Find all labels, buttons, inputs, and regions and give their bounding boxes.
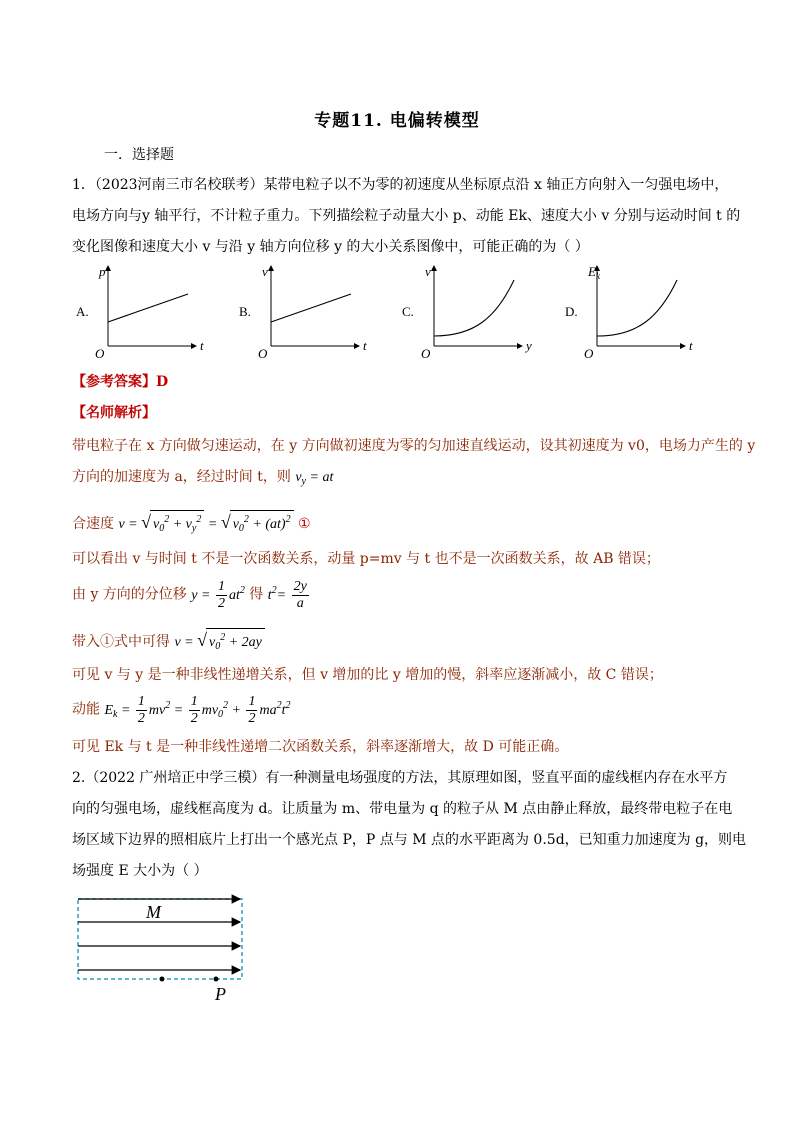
y-axis-label: $E_k$	[588, 264, 600, 281]
analysis-line5-mid: 得	[249, 586, 264, 603]
page-title: 专题11. 电偏转模型	[314, 111, 480, 131]
q1-line3: 变化图像和速度大小 v 与沿 y 轴方向位移 y 的大小关系图像中，可能正确的为（ ）	[72, 239, 589, 255]
option-graph-1	[239, 264, 367, 361]
option-graph-2	[402, 264, 532, 361]
q2-line1: 2.（2022 广州培正中学三模）有一种测量电场强度的方法，其原理如图，竖直平面的虚线框内存在水平方	[72, 770, 728, 786]
eq-t-squared: $t^2=$ $\frac{2y}{a}$	[267, 579, 307, 611]
q2-line3: 场区域下边界的照相底片上打出一个感光点 P，P 点与 M 点的水平距离为 0.5d，已知重力加速度为 g，则电	[72, 832, 747, 848]
analysis-line7: 可见 v 与 y 是一种非线性递增关系，但 v 增加的比 y 增加的慢，斜率应逐渐减小，故 C 错误；	[72, 667, 663, 683]
curve	[271, 294, 351, 322]
option-graph-3	[565, 264, 693, 361]
analysis-line6	[72, 628, 265, 656]
curve	[108, 294, 188, 322]
analysis-line2	[72, 468, 333, 491]
origin-label: O	[258, 346, 268, 361]
x-axis-label: t	[689, 338, 693, 353]
curve	[597, 280, 677, 336]
option-label: D.	[565, 304, 578, 319]
analysis-line2-text: 方向的加速度为 a，经过时间 t，则	[72, 469, 291, 485]
analysis-line6-label: 带入①式中可得	[72, 634, 170, 650]
curve	[434, 280, 514, 336]
option-label: A.	[76, 304, 89, 319]
analysis-line5	[72, 579, 311, 612]
analysis-line1: 带电粒子在 x 方向做匀速运动，在 y 方向做初速度为零的匀加速直线运动，设其初速度为 v0，电场力产生的 y	[72, 438, 756, 454]
analysis-line3	[72, 510, 311, 538]
eq-vy: $v_y$ = at	[295, 470, 334, 487]
analysis-line9: 可见 Ek 与 t 是一种非线性递增二次函数关系，斜率逐渐增大，故 D 可能正确。	[72, 739, 569, 755]
analysis-line4: 可以看出 v 与时间 t 不是一次函数关系，动量 p=mv 与 t 也不是一次函数关系，故 AB 错误；	[72, 551, 660, 567]
option-graph-0	[76, 264, 204, 361]
q1-line1: 1．（2023河南三市名校联考）某带电粒子以不为零的初速度从坐标原点沿 x 轴正方向射入一匀强电场中，	[72, 177, 729, 193]
answer-label: 【参考答案】D	[72, 374, 169, 390]
release-point-dot	[160, 977, 165, 982]
x-axis-label: t	[363, 338, 367, 353]
q1-option-graphs	[60, 262, 720, 367]
eq-v-of-y: v = √ $v_0^2 + 2ay$	[174, 635, 264, 650]
eq-kinetic-energy: $E_k$ = $\frac{1}{2}$ $mv^2$ = $\frac{1}{2}$ $mv_0^2$ + $\frac{1}{2}$ $ma^2t^2$	[104, 694, 291, 726]
analysis-label: 【名师解析】	[72, 405, 156, 421]
option-label: C.	[402, 304, 414, 319]
point-M-label: M	[146, 902, 161, 922]
eq-velocity: v = √ $v_0^2 + v_y^2$ = √ $v_0^2 + (at)^2$	[118, 517, 293, 532]
x-axis-label: y	[526, 338, 532, 353]
circled-one: ①	[298, 516, 311, 532]
q2-line4: 场强度 E 大小为（ ）	[72, 863, 208, 879]
q2-field-diagram	[70, 890, 260, 1010]
analysis-line3-label: 合速度	[72, 516, 114, 532]
eq-displacement: y = $\frac{1}{2}$ $at^2$	[191, 579, 245, 611]
origin-label: O	[584, 346, 594, 361]
origin-label: O	[95, 346, 105, 361]
analysis-line8	[72, 694, 291, 727]
origin-label: O	[421, 346, 431, 361]
option-label: B.	[239, 304, 251, 319]
q2-line2: 向的匀强电场，虚线框高度为 d。让质量为 m、带电量为 q 的粒子从 M 点由静止释放，最终带电粒子在电	[72, 801, 733, 817]
q1-line2: 电场方向与y 轴平行，不计粒子重力。下列描绘粒子动量大小 p、动能 Ek、速度大小 v 分别与运动时间 t 的	[72, 208, 741, 224]
y-axis-label: v	[425, 264, 431, 279]
section-heading: 一．选择题	[104, 147, 174, 163]
y-axis-label: p	[99, 264, 106, 279]
y-axis-label: v	[262, 264, 268, 279]
analysis-line5-label: 由 y 方向的分位移	[72, 586, 187, 603]
x-axis-label: t	[200, 338, 204, 353]
point-P-dot	[214, 977, 219, 982]
point-P-label: P	[215, 984, 226, 1004]
analysis-line8-label: 动能	[72, 701, 100, 718]
